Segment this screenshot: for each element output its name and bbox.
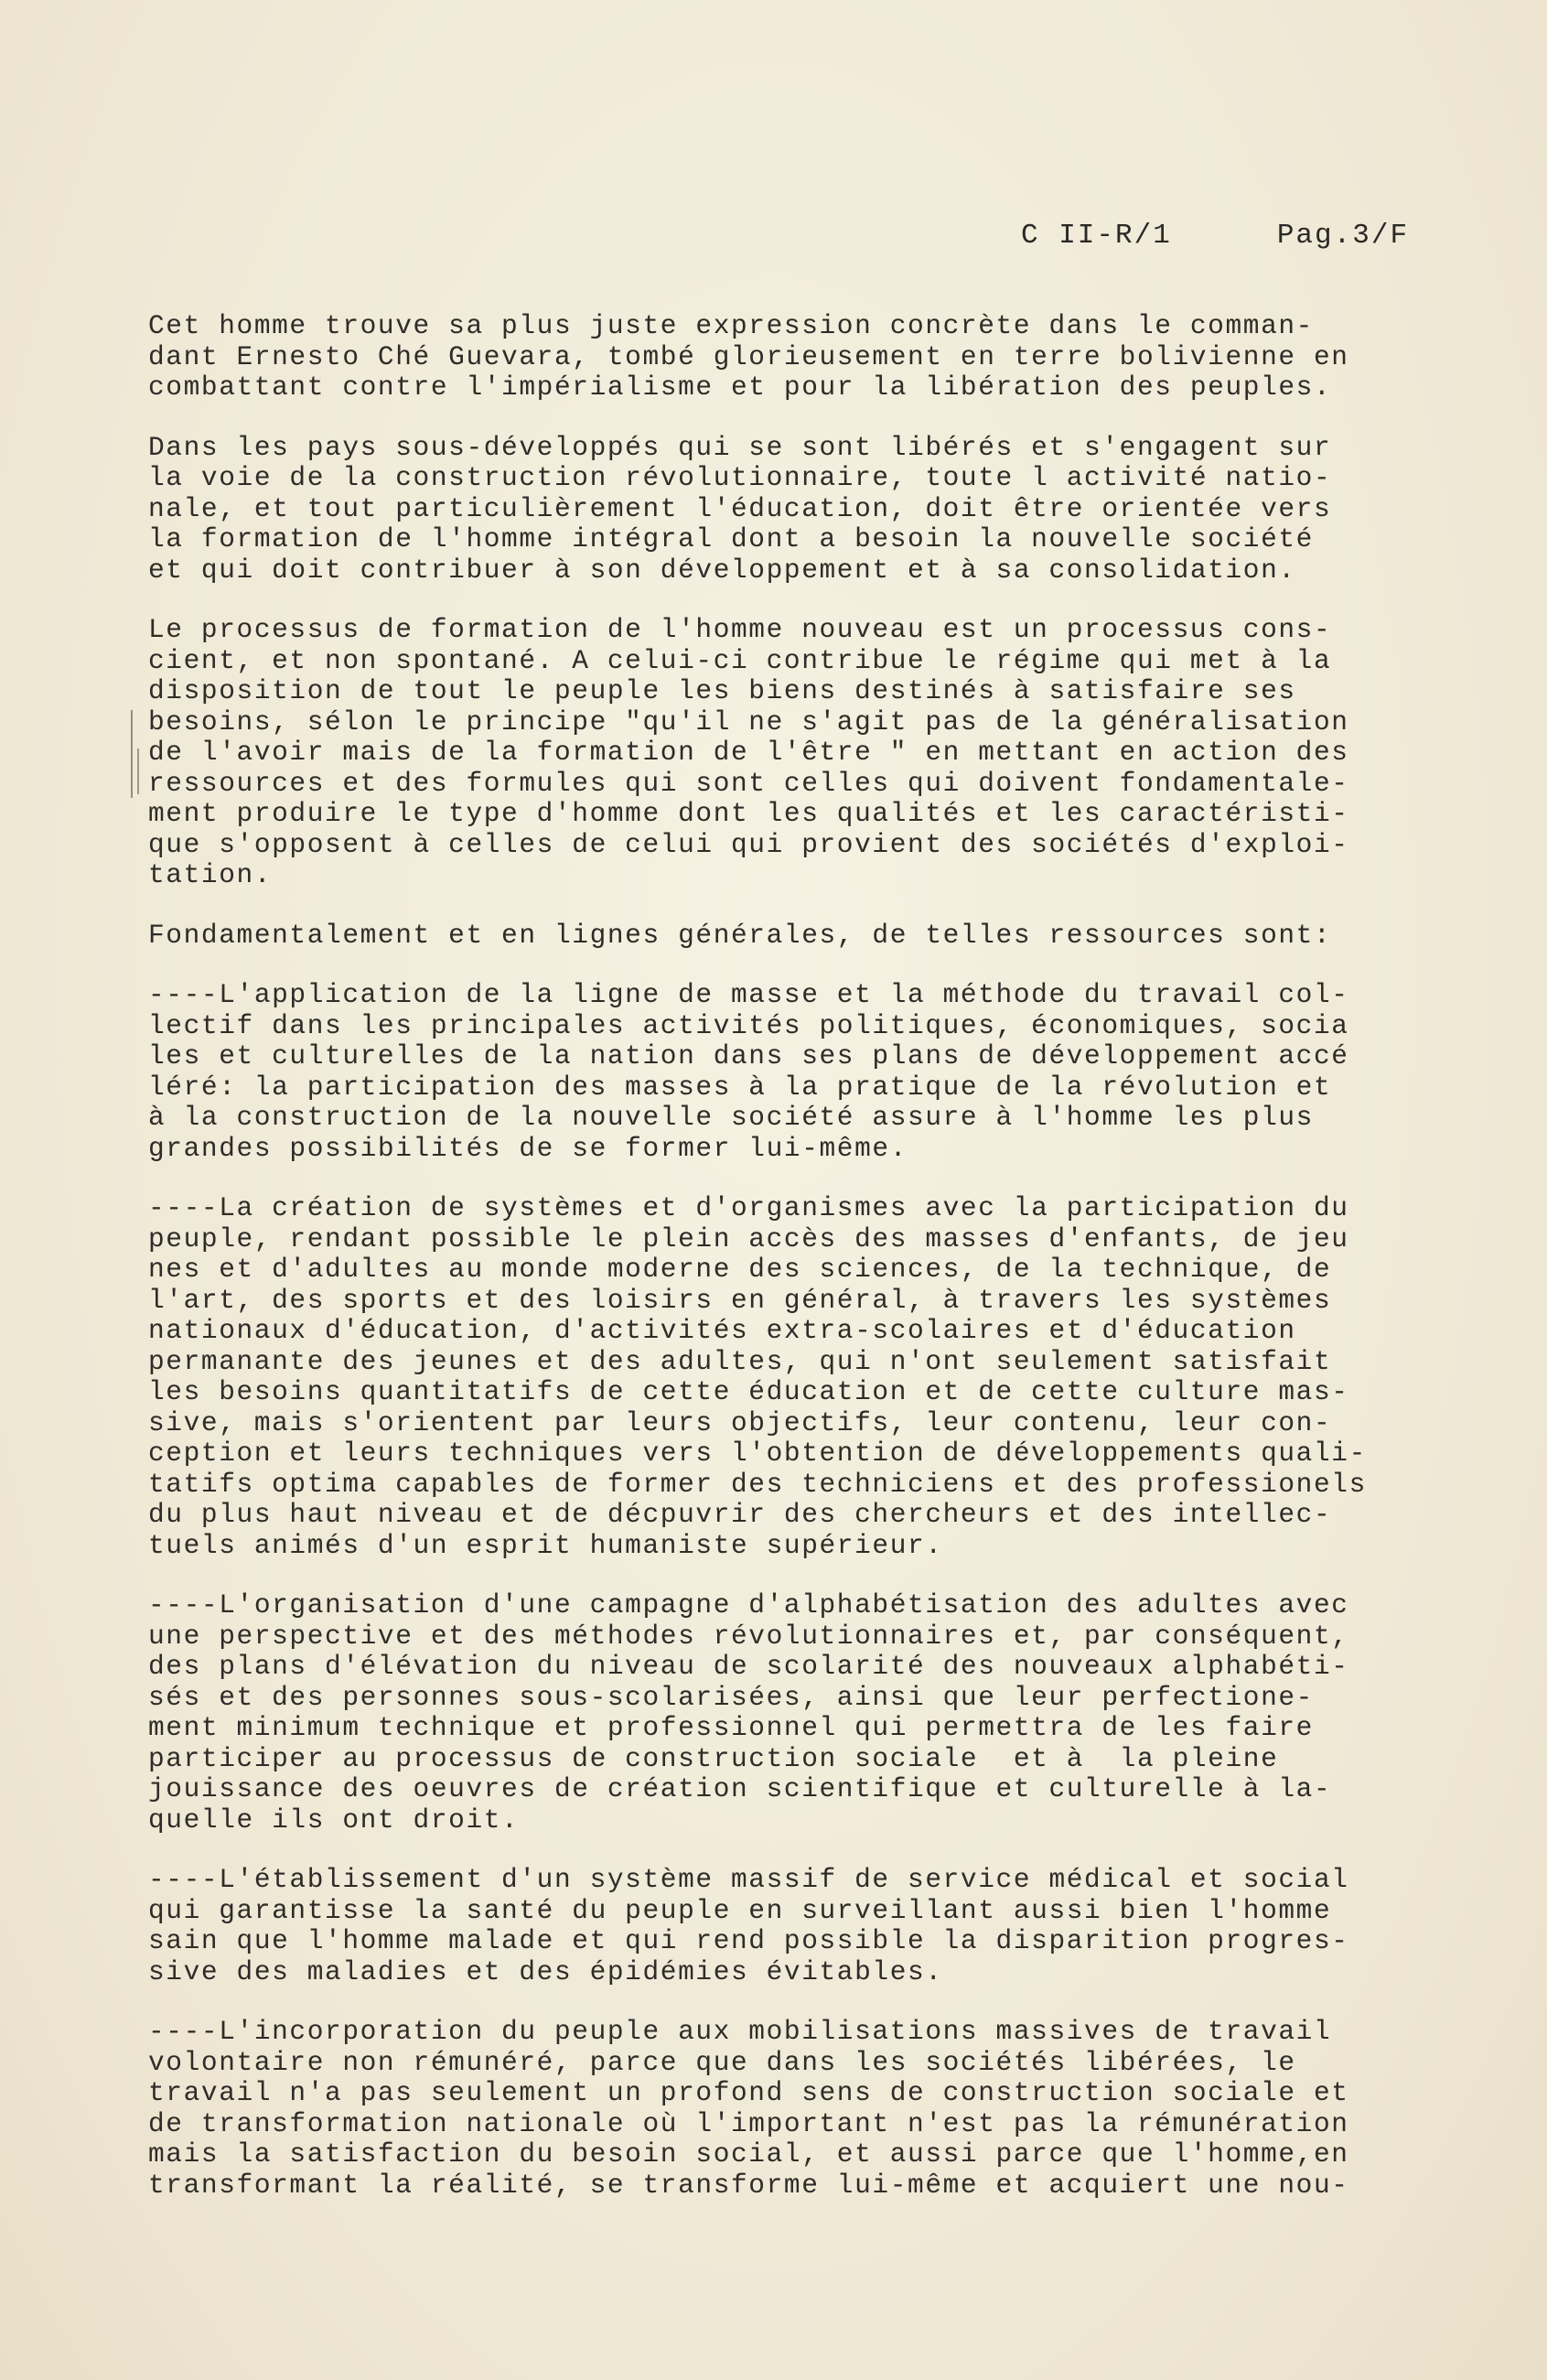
text-line: la voie de la construction révolutionnaire, toute l activité natio- (148, 462, 1332, 493)
text-line: ----L'organisation d'une campagne d'alphabétisation des adultes avec (148, 1589, 1349, 1621)
text-line: besoins, sélon le principe "qu'il ne s'agit pas de la généralisation (148, 705, 1349, 738)
text-line: ----L'application de la ligne de masse et la méthode du travail col- (148, 979, 1349, 1010)
document-reference: C II-R/1 (1021, 220, 1172, 252)
text-line: et qui doit contribuer à son développement et à sa consolidation. (148, 554, 1296, 586)
paragraph (148, 980, 1447, 1164)
text-line: les besoins quantitatifs de cette éducation et de cette culture mas- (148, 1376, 1349, 1407)
paragraph (148, 1865, 1447, 1987)
text-line: ception et leurs techniques vers l'obtention de développements quali- (148, 1438, 1367, 1469)
text-line: cient, et non spontané. A celui-ci contribue le régime qui met à la (148, 644, 1332, 676)
text-line: mais la satisfaction du besoin social, et aussi parce que l'homme,en (148, 2138, 1349, 2170)
text-line: l'art, des sports et des loisirs en général, à travers les systèmes (148, 1284, 1332, 1316)
text-line: quelle ils ont droit. (148, 1804, 520, 1836)
text-line: disposition de tout le peuple les biens destinés à satisfaire ses (148, 675, 1296, 706)
text-line: sive des maladies et des épidémies évitables. (148, 1955, 943, 1987)
text-line: sés et des personnes sous-scolarisées, ainsi que leur perfectione- (148, 1681, 1314, 1713)
text-line: nationaux d'éducation, d'activités extra-scolaires et d'éducation (148, 1315, 1296, 1346)
paragraph (148, 1590, 1447, 1836)
text-line: dant Ernesto Ché Guevara, tombé glorieusement en terre bolivienne en (148, 340, 1349, 372)
text-line: ment produire le type d'homme dont les qualités et les caractéristi- (148, 798, 1349, 829)
text-line: nes et d'adultes au monde moderne des sciences, de la technique, de (148, 1254, 1332, 1285)
text-line: que s'opposent à celles de celui qui provient des sociétés d'exploi- (148, 828, 1349, 860)
paragraph (148, 2017, 1447, 2201)
text-line: participer au processus de construction sociale et à la pleine (148, 1742, 1279, 1774)
margin-mark (137, 748, 143, 794)
text-line: combattant contre l'impérialisme et pour la libération des peuples. (148, 372, 1332, 403)
text-line: volontaire non rémunéré, parce que dans les sociétés libérées, le (148, 2046, 1296, 2078)
text-line: une perspective et des méthodes révolutionnaires et, par conséquent, (148, 1620, 1349, 1652)
text-line: ressources et des formules qui sont celles qui doivent fondamentale- (148, 767, 1349, 799)
text-line: lectif dans les principales activités politiques, économiques, socia (148, 1009, 1349, 1041)
text-line: des plans d'élévation du niveau de scolarité des nouveaux alphabéti- (148, 1651, 1349, 1682)
paragraph (148, 921, 1447, 952)
page-number: Pag.3/F (1276, 220, 1410, 252)
text-line: les et culturelles de la nation dans ses plans de développement accé (148, 1040, 1349, 1072)
text-line: ment minimum technique et professionnel qui permettra de les faire (148, 1712, 1314, 1743)
text-line: ----L'incorporation du peuple aux mobilisations massives de travail (148, 2016, 1332, 2047)
paragraph (148, 433, 1447, 587)
text-line: ----L'établissement d'un système massif de service médical et social (148, 1864, 1349, 1895)
paragraph (148, 1193, 1447, 1561)
page-header (1021, 220, 1409, 252)
text-line: travail n'a pas seulement un profond sens de construction sociale et (148, 2077, 1349, 2108)
text-line: Le processus de formation de l'homme nouveau est un processus cons- (148, 614, 1332, 645)
text-line: ----La création de systèmes et d'organismes avec la participation du (148, 1192, 1349, 1223)
text-line: sive, mais s'orientent par leurs objectifs, leur contenu, leur con- (148, 1406, 1332, 1438)
text-line: nale, et tout particulièrement l'éducation, doit être orientée vers (148, 492, 1332, 524)
text-line: Fondamentalement et en lignes générales, de telles ressources sont: (148, 919, 1332, 951)
text-line: peuple, rendant possible le plein accès des masses d'enfants, de jeu (148, 1222, 1349, 1255)
text-line: qui garantisse la santé du peuple en surveillant aussi bien l'homme (148, 1894, 1332, 1926)
text-line: sain que l'homme malade et qui rend possible la disparition progres- (148, 1925, 1349, 1956)
paragraph (148, 311, 1447, 404)
text-line: léré: la participation des masses à la pratique de la révolution et (148, 1071, 1332, 1103)
text-line: jouissance des oeuvres de création scientifique et culturelle à la- (148, 1773, 1332, 1804)
document-body (148, 311, 1447, 2230)
text-line: tation. (148, 859, 273, 890)
paragraph (148, 615, 1447, 891)
text-line: la formation de l'homme intégral dont a besoin la nouvelle société (148, 523, 1314, 555)
text-line: tuels animés d'un esprit humaniste supérieur. (148, 1529, 943, 1561)
text-line: Cet homme trouve sa plus juste expression concrète dans le comman- (148, 310, 1314, 341)
text-line: permanante des jeunes et des adultes, qui n'ont seulement satisfait (148, 1345, 1332, 1377)
text-line: du plus haut niveau et de décpuvrir des chercheurs et des intellec- (148, 1499, 1332, 1530)
text-line: Dans les pays sous-développés qui se sont libérés et s'engagent sur (148, 431, 1332, 463)
text-line: de l'avoir mais de la formation de l'être " en mettant en action des (148, 737, 1349, 768)
text-line: de transformation nationale où l'important n'est pas la rémunération (148, 2107, 1349, 2139)
text-line: grandes possibilités de se former lui-même. (148, 1132, 908, 1164)
text-line: transformant la réalité, se transforme lui-même et acquiert une nou- (148, 2169, 1349, 2201)
text-line: tatifs optima capables de former des techniciens et des professionels (148, 1468, 1367, 1500)
text-line: à la construction de la nouvelle société assure à l'homme les plus (148, 1102, 1314, 1133)
